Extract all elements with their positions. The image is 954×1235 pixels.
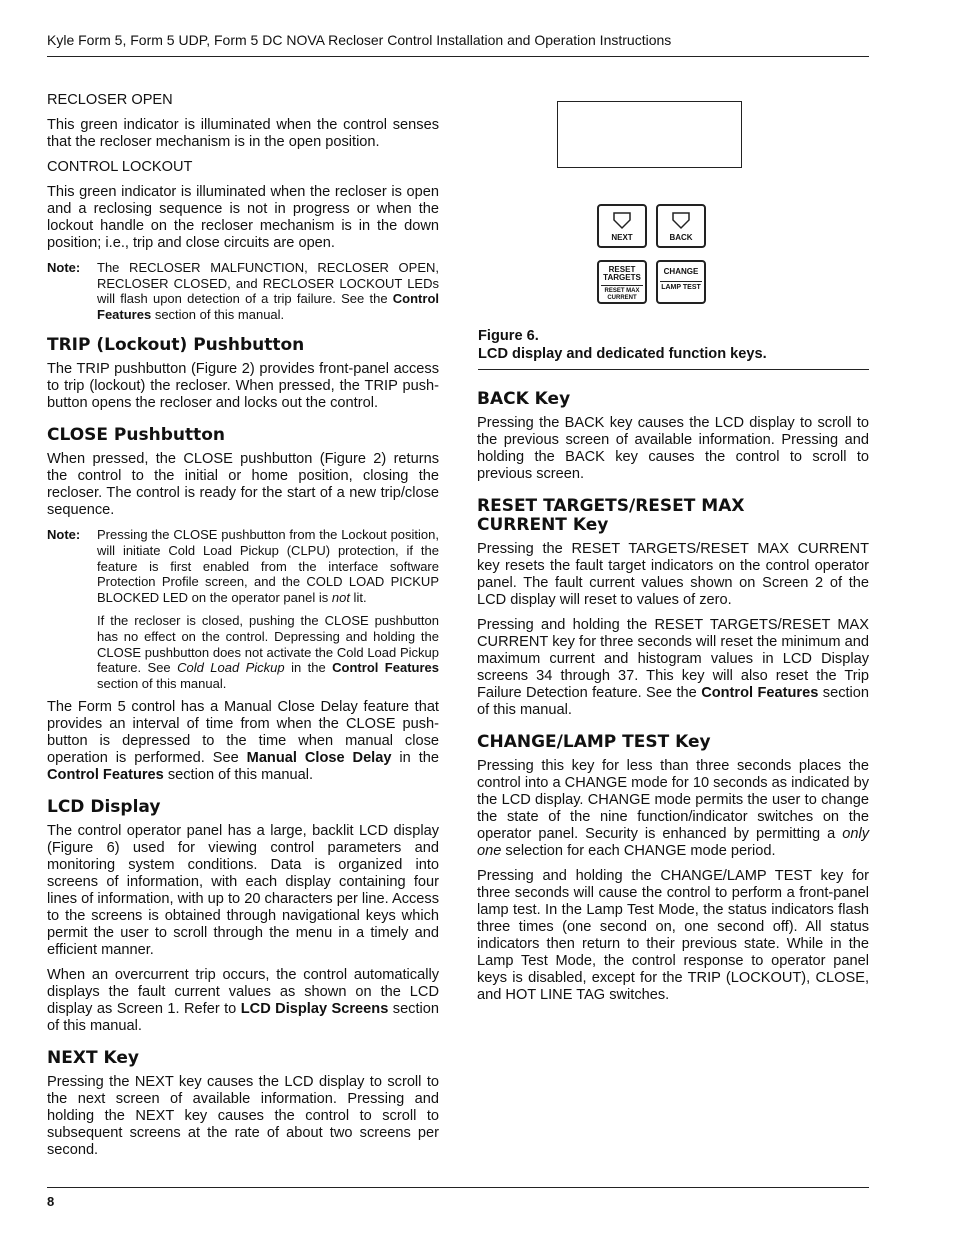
change-text-1: Pressing this key for less than three seconds places the control into a CHANGE mode for 10 seconds as indicated by the LCD display. CHANGE mode permits the user to change the state of the nine function/indicator switches on the operator panel. Security is enhanced by permitting a only one selection for each CHANGE mode period. bbox=[477, 758, 869, 859]
reset-heading: RESET TARGETS/RESET MAX CURRENT Key bbox=[477, 496, 745, 535]
back-key: BACK bbox=[656, 204, 706, 248]
recloser-open-title: RECLOSER OPEN bbox=[47, 92, 173, 108]
change-heading: CHANGE/LAMP TEST Key bbox=[477, 732, 711, 752]
reset-text-2: Pressing and holding the RESET TARGETS/RESET MAX CURRENT key for three seconds will reset the minimum and maximum current and histogram values in LCD Display screens 34 through 37. This key will also reset the Trip Failure Detection feature. See the Control Features section of this manual. bbox=[477, 617, 870, 718]
recloser-open-text: This green indicator is illuminated when the control senses that the recloser mechanism is in the open position. bbox=[47, 117, 439, 150]
next-heading: NEXT Key bbox=[47, 1048, 139, 1069]
close-text: When pressed, the CLOSE pushbutton (Figure 2) returns the control to the initial or home position, closing the recloser. The control is ready for the start of a new trip/close sequence. bbox=[47, 451, 439, 519]
figure-caption: Figure 6. LCD display and dedicated function keys. bbox=[478, 328, 767, 362]
note-trip-failure: Note: The RECLOSER MALFUNCTION, RECLOSER OPEN, RECLOSER CLOSED, and RECLOSER LOCKOUT LEDs will flash upon detection of a trip failure. See the Control Features section of this manual. bbox=[47, 260, 439, 322]
lcd-heading: LCD Display bbox=[47, 797, 161, 818]
control-lockout-text: This green indicator is illuminated when the recloser is open and a reclosing sequence is not in progress or when the lockout handle on the recloser mechanism is in the down position; i.e., trip and close circuits are open. bbox=[47, 184, 439, 251]
trip-text: The TRIP pushbutton (Figure 2) provides front-panel access to trip (lockout) the recloser. When pressed, the TRIP push-button opens the recloser and locks out the control. bbox=[47, 361, 439, 412]
note-close: Note: Pressing the CLOSE pushbutton from the Lockout position, will initiate Cold Load Pickup (CLPU) protection, if the feature is first enabled from the interface software Protection Profile screen, and the COLD LOAD PICKUP BLOCKED LED on the operator panel is not lit. If the recloser is closed, pushing the CLOSE pushbutton has no effect on the control. Depressing and holding the CLOSE pushbutton does not activate the Cold Load Pickup feature. See Cold Load Pickup in the Control Features section of this manual. bbox=[47, 527, 439, 691]
left-column bbox=[47, 92, 439, 1167]
back-heading: BACK Key bbox=[477, 389, 571, 409]
reset-text-1: Pressing the RESET TARGETS/RESET MAX CURRENT key resets the fault target indicators on the control operator panel. The fault current values shown on Screen 2 of the LCD display will reset to values of zero. bbox=[477, 541, 869, 608]
reset-targets-key: RESET TARGETS RESET MAX CURRENT bbox=[597, 260, 647, 304]
footer-rule bbox=[47, 1187, 869, 1188]
figure-rule bbox=[478, 369, 869, 370]
trip-heading: TRIP (Lockout) Pushbutton bbox=[47, 335, 305, 356]
manual-close-delay-text: The Form 5 control has a Manual Close Delay feature that provides an interval of time from when the CLOSE push-button is depressed to the time when manual close operation is performed. See Manual Close Delay in the Control Features section of this manual. bbox=[47, 699, 439, 784]
note-label: Note: bbox=[47, 527, 81, 543]
lcd-text: The control operator panel has a large, backlit LCD display (Figure 6) used for viewing control parameters and monitoring system conditions. Data is organized into screens of information, with each display containing four lines of information, with up to 20 characters per line. Access to the screens is obtained through navigational keys which permit the user to scroll through the menu in a timely and efficient manner. bbox=[47, 823, 439, 959]
page-number: 8 bbox=[47, 1194, 55, 1209]
down-arrow-icon bbox=[611, 212, 633, 230]
up-arrow-icon bbox=[670, 212, 692, 230]
header-rule bbox=[47, 56, 869, 57]
close-heading: CLOSE Pushbutton bbox=[47, 425, 226, 446]
lcd-display-illustration bbox=[557, 101, 742, 168]
running-header: Kyle Form 5, Form 5 UDP, Form 5 DC NOVA Recloser Control Installation and Operation Instructions bbox=[47, 32, 672, 48]
overcurrent-text: When an overcurrent trip occurs, the control automatically displays the fault current values as shown on the LCD display as Screen 1. Refer to LCD Display Screens section of this manual. bbox=[47, 967, 440, 1035]
back-text: Pressing the BACK key causes the LCD display to scroll to the previous screen of available information. Pressing and holding the BACK key causes the control to scroll to previous screen. bbox=[477, 415, 869, 482]
next-key: NEXT bbox=[597, 204, 647, 248]
next-text: Pressing the NEXT key causes the LCD display to scroll to the next screen of available information. Pressing and holding the NEXT key causes the control to scroll to subsequent screens at the rate of about two screens per second. bbox=[47, 1074, 439, 1159]
right-column bbox=[477, 376, 869, 1012]
change-text-2: Pressing and holding the CHANGE/LAMP TEST key for three seconds will cause the control to perform a front-panel lamp test. In the Lamp Test Mode, the status indicators flash three times (one second on, one second off). All status indicators then return to their previous state. While in the Lamp Test Mode, the control response to operator panel keys is disabled, except for the TRIP (LOCKOUT), CLOSE, and HOT LINE TAG switches. bbox=[477, 868, 869, 1003]
control-lockout-title: CONTROL LOCKOUT bbox=[47, 159, 193, 175]
change-lamp-test-key: CHANGE LAMP TEST bbox=[656, 260, 706, 304]
note-label: Note: bbox=[47, 260, 81, 275]
